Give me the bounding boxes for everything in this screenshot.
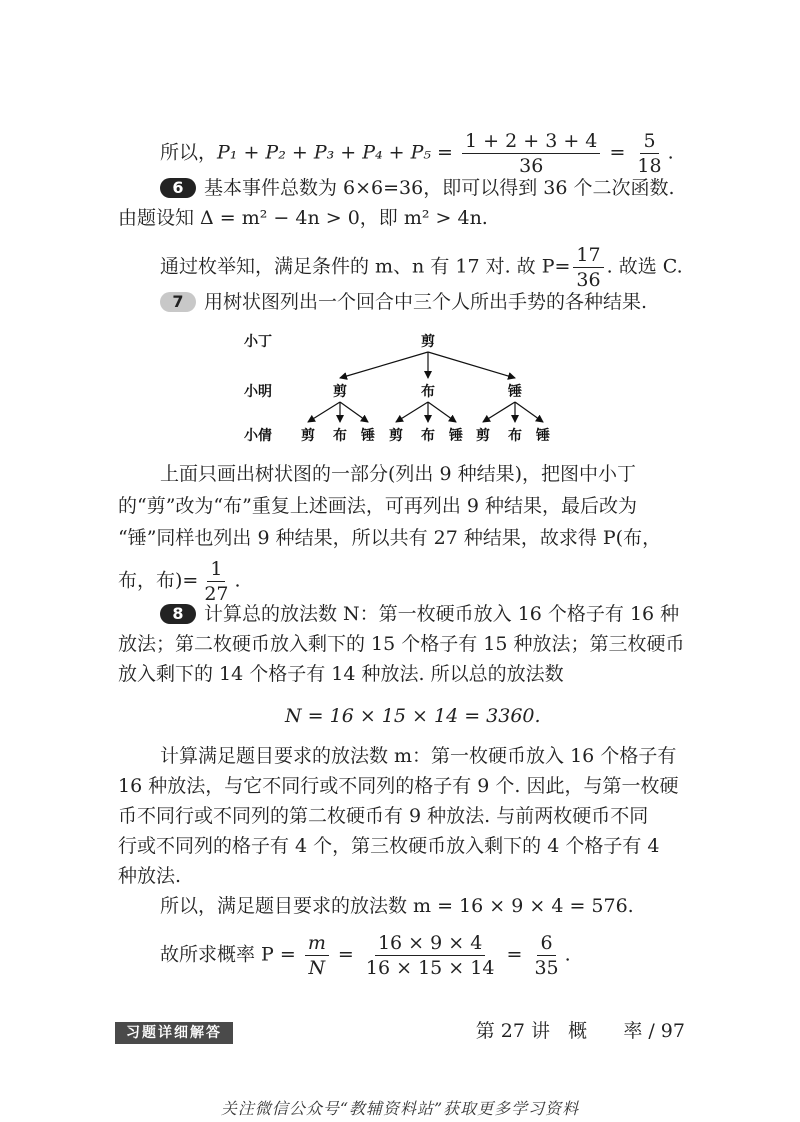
fraction-10-36: $\frac{1 + 2 + 3 + 4}{36}$ — [462, 130, 600, 177]
tree-arrow — [428, 402, 456, 422]
formula-line-sum: 所以，P₁ + P₂ + P₃ + P₄ + P₅ = $\frac{1 + 2 + 3 + 4}{36}$ = $\frac{5}{18}$ . — [160, 130, 674, 177]
tree-node-level3: 剪 — [389, 428, 403, 444]
problem-7-para-l3: “锤”同样也列出 9 种结果，所以共有 27 种结果，故求得 P(布， — [118, 527, 662, 549]
tree-node-level3: 布 — [333, 428, 347, 444]
page-number: 第 27 讲 概 率 / 97 — [475, 1020, 685, 1042]
sum-formula: P₁ + P₂ + P₃ + P₄ + P₅ = — [217, 141, 453, 164]
section-tag: 习题详细解答 — [115, 1022, 233, 1044]
problem-6-line2: 由题设知 Δ = m² − 4n > 0，即 m² > 4n. — [118, 207, 488, 229]
tree-arrow — [340, 352, 428, 378]
tree-arrow — [308, 402, 340, 422]
tree-node-root: 剪 — [421, 334, 435, 350]
problem-number-badge: 6 — [160, 178, 196, 198]
problem-8-l5: 16 种放法，与它不同行或不同列的格子有 9 个. 因此，与第一枚硬 — [118, 775, 679, 797]
problem-8-l1: 8 计算总的放法数 N：第一枚硬币放入 16 个格子有 16 种 — [160, 602, 679, 626]
tree-node-level2: 锤 — [508, 384, 522, 400]
tree-level-label: 小明 — [244, 384, 272, 400]
problem-8-l7: 行或不同列的格子有 4 个，第三枚硬币放入剩下的 4 个格子有 4 — [118, 835, 660, 857]
problem-7-para-l1: 上面只画出树状图的一部分(列出 9 种结果)，把图中小丁 — [160, 463, 636, 485]
problem-8-l2: 放法；第二枚硬币放入剩下的 15 个格子有 15 种放法；第三枚硬币 — [118, 633, 685, 655]
tree-arrow — [340, 402, 368, 422]
watermark-text: 关注微信公众号“教辅资料站”获取更多学习资料 — [220, 1099, 580, 1118]
tree-node-level3: 锤 — [361, 428, 375, 444]
problem-6-line3: 通过枚举知，满足条件的 m、n 有 17 对. 故 P= $\frac{17}{36}$ . 故选 C. — [160, 244, 683, 291]
tree-arrow — [428, 352, 515, 378]
problem-7-line1: 7 用树状图列出一个回合中三个人所出手势的各种结果. — [160, 290, 647, 314]
tree-node-level2: 剪 — [333, 384, 347, 400]
tree-arrow — [483, 402, 515, 422]
tree-diagram — [230, 328, 570, 446]
problem-8-l8: 种放法. — [118, 865, 182, 887]
tree-node-level2: 布 — [421, 384, 435, 400]
tree-arrow — [515, 402, 543, 422]
problem-8-l4: 计算满足题目要求的放法数 m：第一枚硬币放入 16 个格子有 — [160, 745, 677, 767]
tree-arrow — [396, 402, 428, 422]
equation-total: N = 16 × 15 × 14 = 3360. — [285, 705, 541, 727]
final-probability: 故所求概率 P = $\frac{m}{N}$ = $\frac{16 \times 9 \times 4}{16 \times 15 \times 14}$ = $\frac{6}{35}$ . — [160, 932, 571, 979]
problem-7-para-l4: 布，布)= $\frac{1}{27}$ . — [118, 558, 241, 605]
tree-node-level3: 布 — [421, 428, 435, 444]
tree-node-level3: 布 — [508, 428, 522, 444]
problem-7-para-l2: 的“剪”改为“布”重复上述画法，可再列出 9 种结果，最后改为 — [118, 495, 638, 517]
tree-node-level3: 剪 — [301, 428, 315, 444]
tree-node-level3: 剪 — [476, 428, 490, 444]
tree-level-label: 小丁 — [244, 334, 272, 350]
fraction-17-36: $\frac{17}{36}$ — [573, 244, 603, 291]
problem-8-l3: 放入剩下的 14 个格子有 14 种放法. 所以总的放法数 — [118, 663, 564, 685]
fraction-1-27: $\frac{1}{27}$ — [204, 558, 229, 605]
fraction-5-18: $\frac{5}{18}$ — [637, 130, 662, 177]
tree-node-level3: 锤 — [449, 428, 463, 444]
tree-level-label: 小倩 — [244, 428, 272, 444]
fraction-m-n: $\frac{m}{N}$ — [305, 932, 329, 979]
problem-number-badge: 8 — [160, 604, 196, 624]
problem-number-badge: 7 — [160, 292, 196, 312]
fraction-6-35: $\frac{6}{35}$ — [534, 932, 559, 979]
problem-8-l6: 币不同行或不同列的第二枚硬币有 9 种放法. 与前两枚硬币不同 — [118, 805, 649, 827]
tree-node-level3: 锤 — [536, 428, 550, 444]
problem-8-l9: 所以，满足题目要求的放法数 m = 16 × 9 × 4 = 576. — [160, 895, 634, 917]
fraction-576-3360: $\frac{16 \times 9 \times 4}{16 \times 15 \times 14}$ — [365, 932, 495, 979]
problem-6-line1: 6 基本事件总数为 6×6=36，即可以得到 36 个二次函数. — [160, 176, 675, 200]
